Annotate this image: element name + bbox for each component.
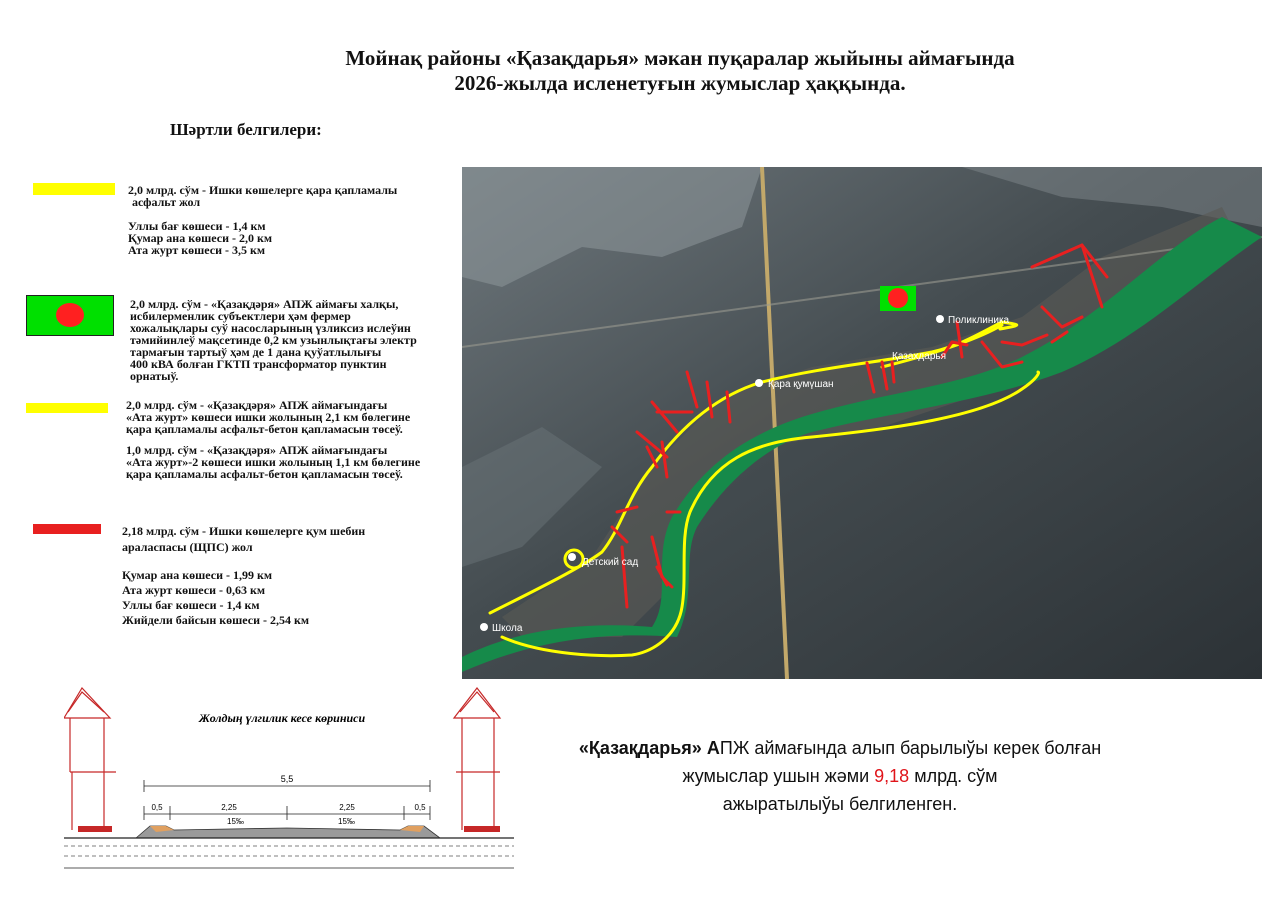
label-kara-kumyshan: Қара қумүшан [768,379,834,390]
legend-item4-line2: араласпасы (ЩПС) жол [122,540,253,554]
label-clinic: Поликлиника [948,315,1010,326]
left-building-icon [64,688,116,830]
slope-label: 15‰ [227,817,244,826]
transformer-dot-icon [888,288,908,308]
dimension-shoulder: 0,5 [151,803,163,812]
legend-heading: Шәртли белгилери: [170,120,322,139]
cross-section-title: Жолдың үлгилик кесе көриниси [198,711,366,725]
cross-section-drawing [64,680,514,880]
summary-text [540,734,1140,818]
transformer-dot-icon [56,303,84,327]
dimension-shoulder: 0,5 [414,803,426,812]
legend-item4-street: Уллы бағ көшеси - 1,4 км [122,598,260,612]
legend-item4-street: Қумар ана көшеси - 1,99 км [122,568,273,582]
legend-gravel-symbol [33,524,101,534]
legend-item3-line: «Ата журт» көшеси ишки жолының 2,1 км бөлегине [126,410,411,424]
place-pin-icon [755,379,763,387]
right-curb [464,826,500,832]
summary-amount: 9,18 [874,766,910,786]
title-line-2: 2026-жылда исленетуғын жумыслар ҳаққында. [454,71,906,95]
legend-item2-line: исбилерменлик субъектлери ҳәм фермер [130,309,351,323]
satellite-map[interactable] [462,167,1262,679]
summary-prefix: жумыслар ушын жәми [682,766,875,786]
left-curb [78,826,112,832]
legend-item4-street: Жийдели байсын көшеси - 2,54 км [122,613,310,627]
legend-item3-line: қара қапламалы асфальт-бетон қапламасын төсеў. [126,422,403,436]
dimension-lane: 2,25 [221,803,237,812]
legend-item2-line: орнатыў. [130,369,179,383]
road-body [136,826,440,838]
legend-item2-line: 2,0 млрд. сўм - «Қазақдәря» АПЖ аймағы халқы, [130,297,399,311]
summary-unit: млрд. сўм [909,766,998,786]
legend-item3-line: 1,0 млрд. сўм - «Қазақдәря» АПЖ аймағындағы [126,443,388,457]
summary-rest: ПЖ аймағында алып барылыўы керек болған [719,738,1102,758]
legend-item2-line: тармағын тартыў ҳәм де 1 дана қуўатлылығы [130,345,382,359]
legend-item3-line: «Ата журт»-2 көшеси ишки жолының 1,1 км бөлегине [126,455,421,469]
legend-item2-line: хожалықлары суў насосларының үзликсиз ислеўин [130,321,411,335]
legend-item4-line1: 2,18 млрд. сўм - Ишки көшелерге қум шебин [122,524,366,538]
legend-item1-line1: 2,0 млрд. сўм - Ишки көшелерге қара қапламалы [128,183,398,197]
legend-item1-street: Қумар ана көшеси - 2,0 км [128,231,273,245]
page-title [250,46,1110,96]
legend-item-ata-zhurt [126,399,420,480]
legend-item2-line: тәмийинлеў мақсетинде 0,2 км узынлықтағы электр [130,333,417,347]
place-pin-icon [480,623,488,631]
summary-line-3: ажыратылыўы белгиленген. [722,794,958,814]
legend-item1-street: Ата журт көшеси - 3,5 км [128,243,266,257]
place-pin-icon [936,315,944,323]
legend-item-gravel [122,525,365,626]
legend-item-power [130,298,417,382]
label-kazakhdarya: Қазахдарья [892,351,947,362]
slope-label: 15‰ [338,817,355,826]
legend-power-symbol [26,295,114,336]
summary-line-2 [540,762,1140,790]
legend-asphalt-symbol [33,183,115,195]
legend-item3-line: қара қапламалы асфальт-бетон қапламасын төсеў. [126,467,403,481]
dimension-lane: 2,25 [339,803,355,812]
map-canvas [462,167,1262,679]
legend-item3-line: 2,0 млрд. сўм - «Қазақдәря» АПЖ аймағындағы [126,398,388,412]
title-line-1: Мойнақ районы «Қазақдарья» мәкан пуқаралар жыйыны аймағында [345,46,1015,70]
legend-asphalt-concrete-symbol [26,403,108,413]
place-pin-icon [568,553,576,561]
legend-item1-line2: асфальт жол [132,195,201,209]
summary-bold: «Қазақдарья» А [578,738,720,758]
label-shkola: Школа [492,623,523,634]
legend-item4-street: Ата журт көшеси - 0,63 км [122,583,266,597]
legend-item-asphalt [128,184,397,256]
right-building-icon [454,688,500,830]
legend-item2-line: 400 кВА болған ГКТП трансформатор пунктин [130,357,387,371]
road-cross-section [64,680,514,880]
summary-line-1 [540,734,1140,762]
label-detsky-sad: Детский сад [582,557,639,568]
legend-item1-street: Уллы бағ көшеси - 1,4 км [128,219,266,233]
dimension-total: 5,5 [280,774,294,784]
